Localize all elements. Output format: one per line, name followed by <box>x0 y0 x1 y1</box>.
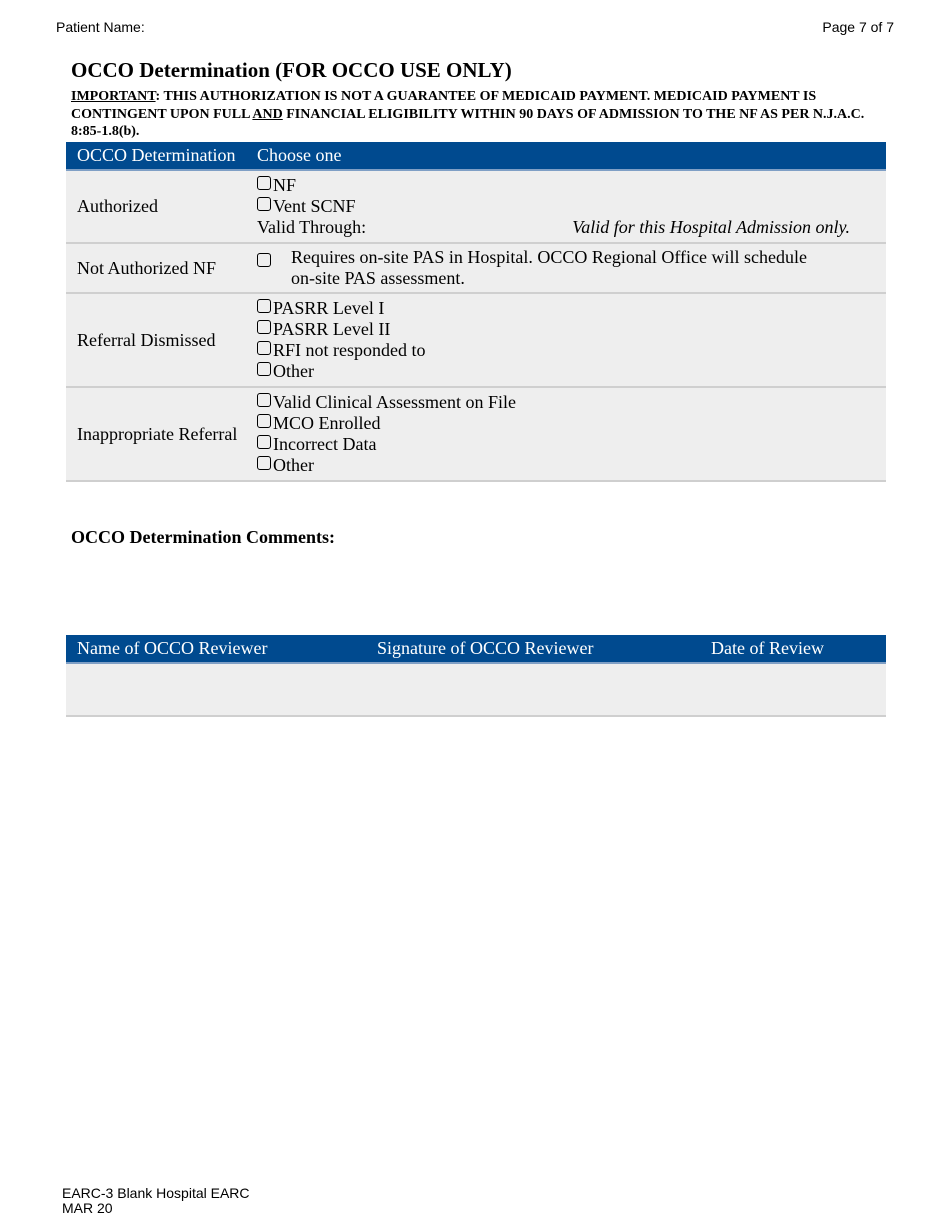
row-options <box>257 243 886 293</box>
checkbox-icon[interactable] <box>257 456 271 470</box>
option-other[interactable] <box>257 455 886 476</box>
important-and: AND <box>252 106 283 122</box>
reviewer-header-row <box>66 635 886 663</box>
option-label: PASRR Level II <box>273 319 391 339</box>
option-nf[interactable] <box>257 175 886 196</box>
reviewer-name-field[interactable] <box>66 663 366 716</box>
header-review-date: Date of Review <box>700 635 886 663</box>
row-label: Authorized <box>66 170 257 243</box>
reviewer-table <box>66 635 886 717</box>
checkbox-icon[interactable] <box>257 435 271 449</box>
option-vent-scnf[interactable] <box>257 196 886 217</box>
row-options <box>257 293 886 387</box>
option-pasrr-level-1[interactable] <box>257 298 886 319</box>
row-options <box>257 170 886 243</box>
option-label: MCO Enrolled <box>273 413 381 433</box>
page-indicator: Page 7 of 7 <box>822 19 894 35</box>
valid-through-row <box>257 217 886 238</box>
determination-table <box>66 142 886 482</box>
row-label: Inappropriate Referral <box>66 387 257 481</box>
reviewer-signature-field[interactable] <box>366 663 700 716</box>
checkbox-icon[interactable] <box>257 341 271 355</box>
option-valid-clinical-assessment[interactable] <box>257 392 886 413</box>
review-date-field[interactable] <box>700 663 886 716</box>
important-text-2: FINANCIAL ELIGIBILITY WITHIN 90 DAYS OF ADMISSION TO THE NF AS PER N.J.A.C. 8:85-1.8(b). <box>71 106 865 139</box>
form-id: EARC-3 Blank Hospital EARC <box>62 1185 250 1201</box>
important-notice <box>71 88 891 141</box>
option-incorrect-data[interactable] <box>257 434 886 455</box>
option-line-2: on-site PAS assessment. <box>291 268 465 288</box>
header-occo-determination: OCCO Determination <box>66 142 257 170</box>
option-mco-enrolled[interactable] <box>257 413 886 434</box>
comments-label: OCCO Determination Comments: <box>71 527 335 547</box>
row-inappropriate-referral <box>66 387 886 481</box>
header-choose-one: Choose one <box>257 142 886 170</box>
option-label <box>291 247 851 289</box>
valid-note: Valid for this Hospital Admission only. <box>572 217 850 237</box>
checkbox-icon[interactable] <box>257 320 271 334</box>
option-rfi-not-responded[interactable] <box>257 340 886 361</box>
option-label: Other <box>273 361 314 381</box>
row-authorized <box>66 170 886 243</box>
reviewer-row <box>66 663 886 716</box>
important-text-1: : THIS AUTHORIZATION IS NOT A GUARANTEE OF MEDICAID PAYMENT. MEDICAID PAYMENT IS CONTINGENT UPON FULL <box>71 89 817 122</box>
row-referral-dismissed <box>66 293 886 387</box>
row-options <box>257 387 886 481</box>
checkbox-icon[interactable] <box>257 393 271 407</box>
patient-name-label: Patient Name: <box>56 19 145 35</box>
important-label: IMPORTANT <box>71 89 156 104</box>
section-title: OCCO Determination (FOR OCCO USE ONLY) <box>71 58 512 82</box>
row-not-authorized-nf <box>66 243 886 293</box>
header-reviewer-signature: Signature of OCCO Reviewer <box>366 635 700 663</box>
option-label: Other <box>273 455 314 475</box>
header-reviewer-name: Name of OCCO Reviewer <box>66 635 366 663</box>
checkbox-icon[interactable] <box>257 299 271 313</box>
option-requires-onsite-pas[interactable] <box>257 247 886 289</box>
footer <box>62 1186 250 1216</box>
valid-through-label: Valid Through: <box>257 217 367 237</box>
row-label: Referral Dismissed <box>66 293 257 387</box>
checkbox-icon[interactable] <box>257 362 271 376</box>
option-label: NF <box>273 175 297 195</box>
row-label: Not Authorized NF <box>66 243 257 293</box>
option-other[interactable] <box>257 361 886 382</box>
checkbox-icon[interactable] <box>257 176 271 190</box>
checkbox-icon[interactable] <box>257 197 271 211</box>
option-label: Incorrect Data <box>273 434 377 454</box>
option-label: Valid Clinical Assessment on File <box>273 392 516 412</box>
checkbox-icon[interactable] <box>257 253 271 267</box>
form-revision: MAR 20 <box>62 1200 113 1216</box>
option-label: RFI not responded to <box>273 340 426 360</box>
option-label: Vent SCNF <box>273 196 356 216</box>
checkbox-icon[interactable] <box>257 414 271 428</box>
option-label: PASRR Level I <box>273 298 385 318</box>
option-line-1: Requires on-site PAS in Hospital. OCCO Regional Office will schedule <box>291 247 807 267</box>
option-pasrr-level-2[interactable] <box>257 319 886 340</box>
determination-header-row <box>66 142 886 170</box>
